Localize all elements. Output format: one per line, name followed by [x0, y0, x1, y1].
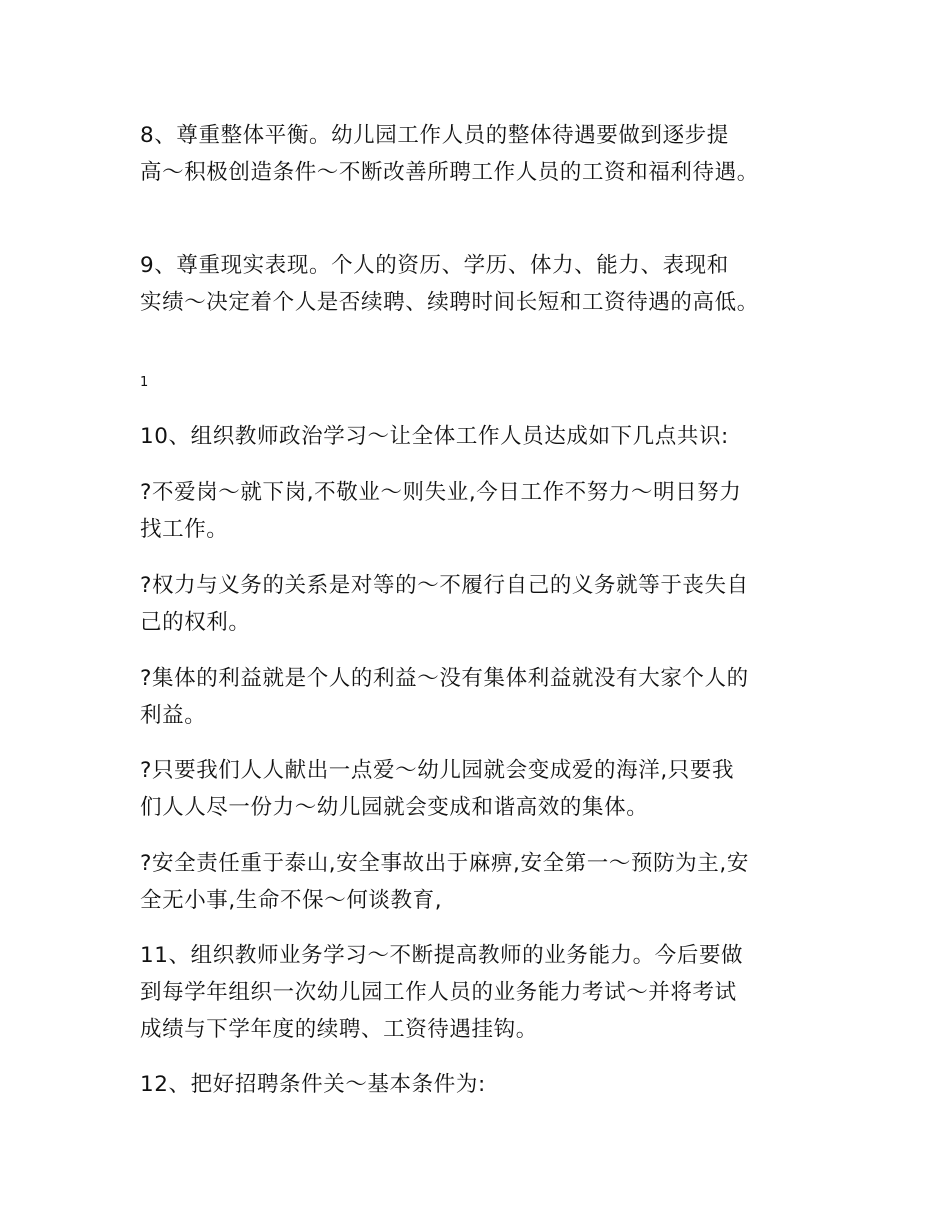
text-line: 利益。 [140, 703, 207, 728]
text-line: ?权力与义务的关系是对等的～不履行自己的义务就等于丧失自 [140, 573, 749, 598]
text-line: 到每学年组织一次幼儿园工作人员的业务能力考试～并将考试 [140, 980, 737, 1005]
text-line: 12、把好招聘条件关～基本条件为: [140, 1072, 486, 1097]
text-line: 找工作。 [140, 517, 229, 542]
consensus-point-5 [140, 845, 830, 919]
text-line: 10、组织教师政治学习～让全体工作人员达成如下几点共识: [140, 424, 729, 449]
consensus-point-4 [140, 752, 830, 826]
text-line: 全无小事,生命不保～何谈教育, [140, 888, 443, 913]
text-line: 成绩与下学年度的续聘、工资待遇挂钩。 [140, 1017, 538, 1042]
text-line: ?集体的利益就是个人的利益～没有集体利益就没有大家个人的 [140, 666, 749, 691]
text-line: 9、尊重现实表现。个人的资历、学历、体力、能力、表现和 [140, 253, 729, 278]
text-line: ?安全责任重于泰山,安全事故出于麻痹,安全第一～预防为主,安 [140, 851, 749, 876]
text-line: ?只要我们人人献出一点爱～幼儿园就会变成爱的海洋,只要我 [140, 758, 735, 783]
text-line: 们人人尽一份力～幼儿园就会变成和谐高效的集体。 [140, 795, 649, 820]
paragraph-item-10 [140, 418, 830, 455]
paragraph-item-8 [140, 117, 830, 191]
text-line: 己的权利。 [140, 610, 251, 635]
consensus-point-3 [140, 660, 830, 734]
paragraph-item-9 [140, 247, 830, 321]
page-number: 1 [140, 375, 149, 390]
consensus-point-1 [140, 474, 830, 548]
consensus-point-2 [140, 567, 830, 641]
text-line: 11、组织教师业务学习～不断提高教师的业务能力。今后要做 [140, 943, 744, 968]
text-line: ?不爱岗～就下岗,不敬业～则失业,今日工作不努力～明日努力 [140, 480, 742, 505]
text-line: 8、尊重整体平衡。幼儿园工作人员的整体待遇要做到逐步提 [140, 123, 729, 148]
paragraph-item-11 [140, 937, 830, 1048]
paragraph-item-12 [140, 1066, 830, 1103]
text-line: 实绩～决定着个人是否续聘、续聘时间长短和工资待遇的高低。 [140, 290, 759, 315]
text-line: 高～积极创造条件～不断改善所聘工作人员的工资和福利待遇。 [140, 160, 759, 185]
